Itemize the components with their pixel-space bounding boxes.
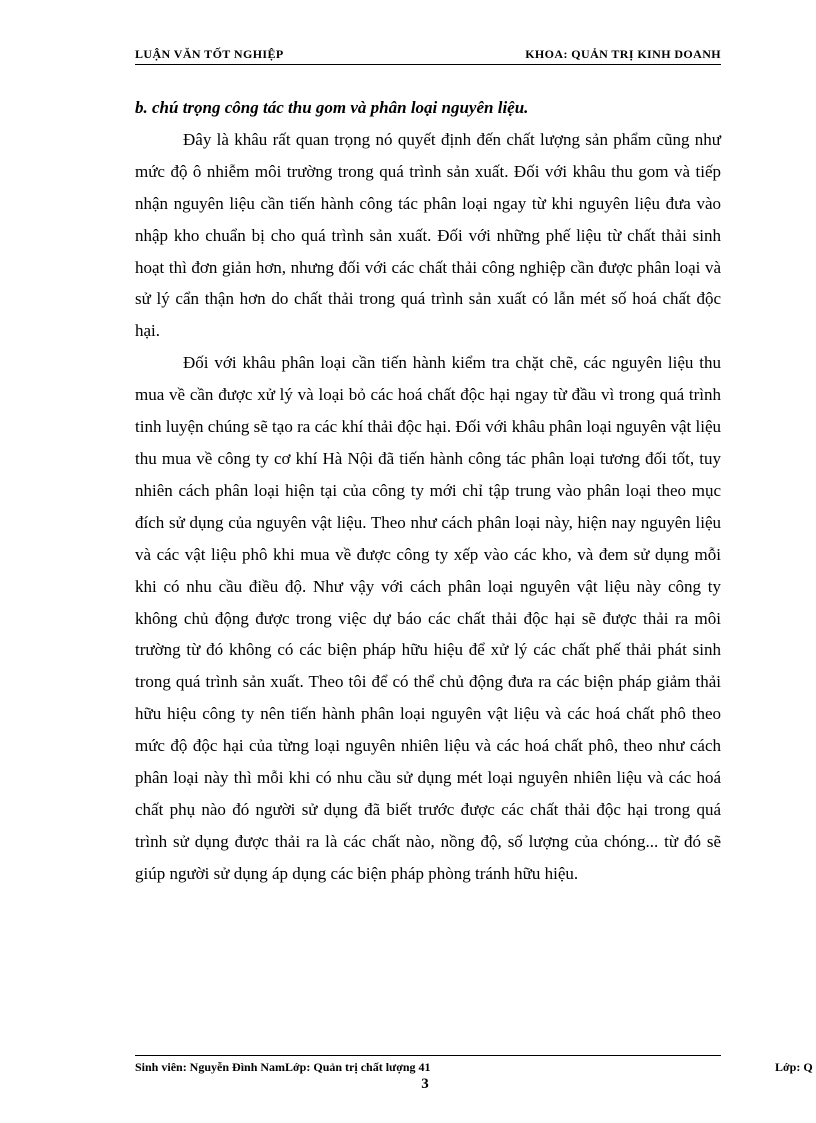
page-body	[135, 92, 721, 890]
page-footer	[135, 1060, 816, 1078]
page-number: 3	[421, 1076, 429, 1092]
header-thesis-title: LUẬN VĂN TỐT NGHIỆP	[135, 47, 284, 61]
footer-rule	[135, 1055, 721, 1056]
page-header	[135, 47, 721, 65]
header-rule	[135, 64, 721, 65]
footer-class-label: Lớp: Q	[775, 1060, 813, 1074]
paragraph-2: Đối với khâu phân loại cần tiến hành kiểm tra chặt chẽ, các nguyên liệu thu mua về cần được xử lý và loại bỏ các hoá chất độc hại ngay từ đầu vì trong quá trình tinh luyện chúng sẽ tạo ra các khí thải độc hại. Đối với khâu phân loại nguyên vật liệu thu mua về công ty cơ khí Hà Nội đã tiến hành công tác phân loại tương đối tốt, tuy nhiên cách phân loại hiện tại của công ty mới chỉ tập trung vào phân loại theo mục đích sử dụng của nguyên vật liệu. Theo như cách phân loại này, hiện nay nguyên liệu và các vật liệu phô khi mua về được công ty xếp vào các kho, và đem sử dụng mỗi khi có nhu cầu điều độ. Như vậy với cách phân loại nguyên vật liệu này công ty không chủ động được trong việc dự báo các chất thải độc hại sẽ được thải ra môi trường từ đó không có các biện pháp hữu hiệu để xử lý các chất phế thải phát sinh trong quá trình sản xuất. Theo tôi để có thể chủ động đưa ra các biện pháp giảm thải hữu hiệu công ty nên tiến hành phân loại nguyên vật liệu và các hoá chất phô theo mức độ độc hại của từng loại nguyên nhiên liệu và các hoá chất phô, theo như cách phân loại này thì mỗi khi có nhu cầu sử dụng mét loại nguyên nhiên liệu và các hoá chất phụ nào đó người sử dụng đã biết trước được các chất thải độc hại trong quá trình sử dụng được thải ra là các chất nào, nồng độ, số lượng của chóng... từ đó sẽ giúp người sử dụng áp dụng các biện pháp phòng tránh hữu hiệu.	[135, 353, 721, 883]
footer-student: Sinh viên: Nguyễn Đình NamLớp: Quản trị chất lượng 41	[135, 1060, 431, 1074]
paragraph-1: Đây là khâu rất quan trọng nó quyết định đến chất lượng sản phẩm cũng như mức độ ô nhiễm môi trường trong quá trình sản xuất. Đối với khâu thu gom và tiếp nhận nguyên liệu cần tiến hành công tác phân loại ngay từ khi nguyên liệu đưa vào nhập kho chuẩn bị cho quá trình sản xuất. Đối với những phế liệu từ chất thải sinh hoạt thì đơn giản hơn, nhưng đối với các chất thải công nghiệp cần được phân loại và sử lý cẩn thận hơn do chất thải trong quá trình sản xuất có lẫn mét số hoá chất độc hại.	[135, 129, 721, 341]
header-faculty: KHOA: QUẢN TRỊ KINH DOANH	[525, 47, 721, 61]
section-heading: b. chú trọng công tác thu gom và phân loại nguyên liệu.	[135, 98, 529, 117]
